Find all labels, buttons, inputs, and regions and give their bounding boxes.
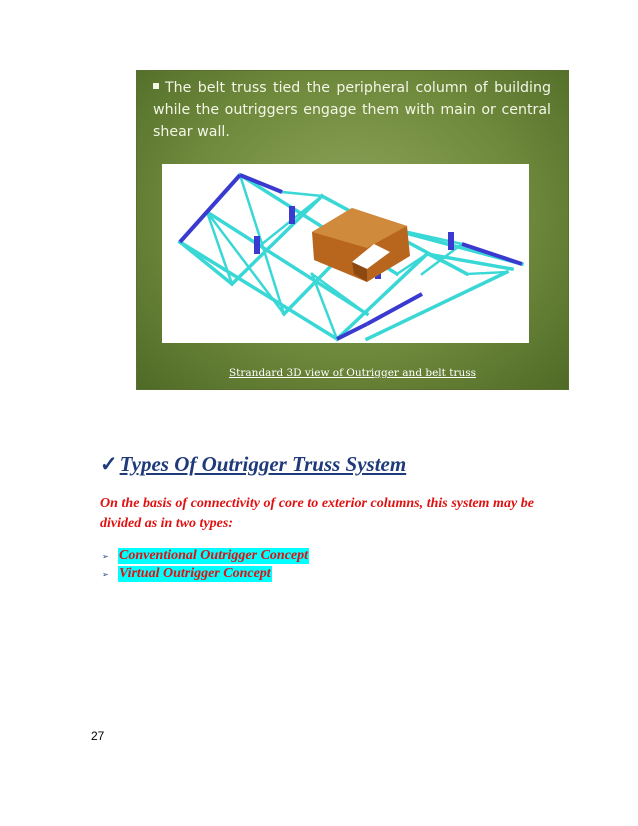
outrigger-truss-3d-view <box>162 164 529 343</box>
type-label: Virtual Outrigger Concept <box>119 566 271 581</box>
types-list <box>100 547 309 583</box>
list-item <box>100 565 309 583</box>
page-number: 27 <box>91 729 105 743</box>
slide-bullet-text: The belt truss tied the peripheral column of building while the outriggers engage them with main or central shear wall. <box>153 80 551 140</box>
square-bullet-icon <box>153 83 159 89</box>
slide-image <box>137 71 568 389</box>
type-label: Conventional Outrigger Concept <box>119 548 309 563</box>
slide-bullet <box>153 77 551 143</box>
checkmark-icon: ✓ <box>100 452 118 476</box>
section-heading <box>100 452 406 477</box>
truss-diagram <box>162 164 529 343</box>
section-intro: On the basis of connectivity of core to exterior columns, this system may be divided as in two types: <box>100 496 534 531</box>
section-heading-text: Types Of Outrigger Truss System <box>119 452 407 476</box>
arrow-bullet-icon: ➢ <box>102 569 109 579</box>
list-item <box>100 547 309 565</box>
diagram-caption: Strandard 3D view of Outrigger and belt truss <box>228 367 477 379</box>
arrow-bullet-icon: ➢ <box>102 551 109 561</box>
